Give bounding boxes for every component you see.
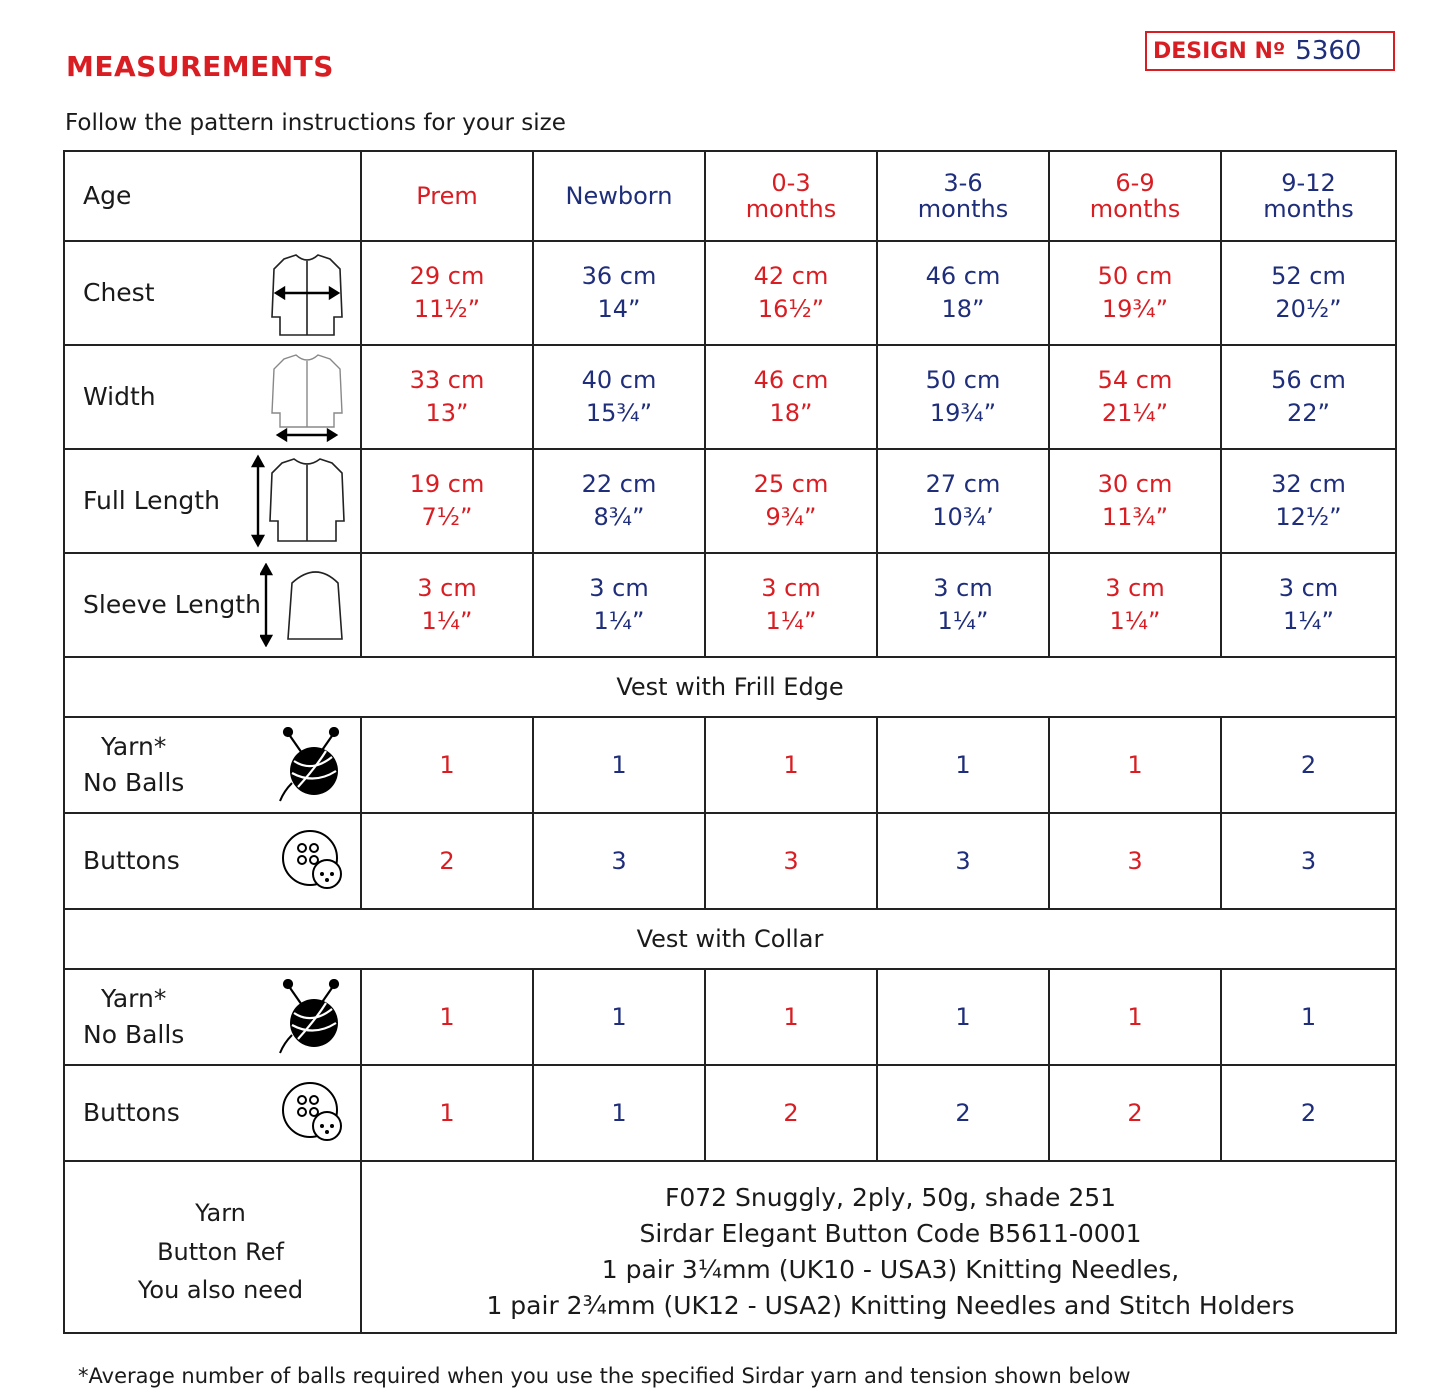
chest-value-6-9: [1049, 241, 1221, 345]
width-value-9-12: [1221, 345, 1396, 449]
width-value-6-9: [1049, 345, 1221, 449]
value-cm: 22 cm: [581, 469, 657, 498]
buttons-value-0-3: 2: [705, 1065, 877, 1161]
chest-width-icon: [268, 247, 346, 339]
sleeve-length-value-0-3: [705, 553, 877, 657]
materials-label-yarn: Yarn: [195, 1199, 246, 1228]
value-cm: 3 cm: [589, 573, 649, 602]
design-number: 5360: [1295, 36, 1362, 66]
value-inch: 1¼”: [1283, 607, 1334, 635]
buttons-value-6-9: 2: [1049, 1065, 1221, 1161]
value-cm: 3 cm: [933, 573, 993, 602]
value-inch: 13”: [425, 399, 469, 427]
value-cm: 50 cm: [1097, 261, 1173, 290]
buttons-value-6-9: 3: [1049, 813, 1221, 909]
instructions-subtitle: Follow the pattern instructions for your size: [65, 110, 566, 136]
yarn-balls-row: [64, 969, 1396, 1065]
chest-value-3-6: [877, 241, 1049, 345]
full-length-row: [64, 449, 1396, 553]
sleeve-length-value-6-9: [1049, 553, 1221, 657]
value-cm: 30 cm: [1097, 469, 1173, 498]
full-length-value-9-12: [1221, 449, 1396, 553]
size-header-9-12: [1221, 151, 1396, 241]
value-cm: 3 cm: [417, 573, 477, 602]
buttons-value-prem: 1: [361, 1065, 533, 1161]
size-header-line: 9-12: [1281, 168, 1336, 197]
button-icon: [280, 828, 346, 894]
value-cm: 52 cm: [1271, 261, 1346, 290]
value-cm: 46 cm: [753, 365, 829, 394]
yarn-value-newborn: 1: [533, 969, 705, 1065]
value-inch: 9¾”: [765, 503, 817, 531]
chest-label: Chest: [83, 277, 155, 307]
size-header-line: months: [917, 195, 1009, 223]
chest-value-0-3: [705, 241, 877, 345]
value-cm: 29 cm: [409, 261, 485, 290]
buttons-row: [64, 813, 1396, 909]
value-cm: 25 cm: [753, 469, 829, 498]
sleeve-length-icon: [260, 563, 346, 647]
materials-needles-2: 1 pair 2¾mm (UK12 - USA2) Knitting Needles and Stitch Holders: [486, 1291, 1295, 1321]
buttons-label: Buttons: [83, 1097, 180, 1127]
buttons-label-cell: [64, 1065, 361, 1161]
sleeve-length-value-newborn: [533, 553, 705, 657]
section-title-collar: Vest with Collar: [64, 909, 1396, 969]
value-inch: 21¼”: [1101, 399, 1169, 427]
value-inch: 18”: [769, 399, 813, 427]
value-inch: 14”: [597, 295, 641, 323]
size-header-3-6: [877, 151, 1049, 241]
yarn-value-9-12: 1: [1221, 969, 1396, 1065]
full-length-value-6-9: [1049, 449, 1221, 553]
value-inch: 16½”: [757, 295, 825, 323]
width-value-prem: [361, 345, 533, 449]
full-length-label-cell: [64, 449, 361, 553]
value-cm: 46 cm: [925, 261, 1001, 290]
value-inch: 1¼”: [937, 607, 989, 635]
size-header-line: 0-3: [771, 168, 811, 197]
buttons-value-3-6: 2: [877, 1065, 1049, 1161]
size-header-line: Prem: [416, 181, 478, 210]
design-label: DESIGN Nº: [1153, 38, 1286, 64]
yarn-value-6-9: 1: [1049, 717, 1221, 813]
value-cm: 19 cm: [409, 469, 485, 498]
buttons-label: Buttons: [83, 845, 180, 875]
value-cm: 3 cm: [761, 573, 821, 602]
yarn-label-line: Yarn*: [101, 983, 167, 1013]
size-header-newborn: [533, 151, 705, 241]
value-inch: 11½”: [413, 295, 481, 323]
sleeve-length-value-9-12: [1221, 553, 1396, 657]
yarn-ball-icon: [276, 727, 346, 803]
yarn-label-line: Yarn*: [101, 731, 167, 761]
size-header-line: months: [1089, 195, 1181, 223]
buttons-value-0-3: 3: [705, 813, 877, 909]
value-inch: 15¾”: [585, 399, 653, 427]
full-length-icon: [250, 453, 346, 549]
section-title-frill-edge: Vest with Frill Edge: [64, 657, 1396, 717]
value-inch: 10¾’: [932, 503, 994, 531]
chest-value-prem: [361, 241, 533, 345]
width-value-0-3: [705, 345, 877, 449]
yarn-label-cell: [64, 717, 361, 813]
value-cm: 56 cm: [1271, 365, 1346, 394]
buttons-value-newborn: 1: [533, 1065, 705, 1161]
full-length-label: Full Length: [83, 485, 220, 515]
value-cm: 3 cm: [1278, 573, 1339, 602]
yarn-balls-label: [83, 981, 184, 1054]
measurements-table: [63, 150, 1397, 1334]
materials-values-cell: [361, 1161, 1396, 1333]
value-inch: 1¼”: [765, 607, 817, 635]
yarn-value-0-3: 1: [705, 717, 877, 813]
value-cm: 50 cm: [925, 365, 1001, 394]
yarn-value-9-12: 2: [1221, 717, 1396, 813]
buttons-value-9-12: 2: [1221, 1065, 1396, 1161]
button-icon: [280, 1080, 346, 1146]
hem-width-icon: [268, 351, 346, 443]
value-inch: 11¾”: [1101, 503, 1169, 531]
yarn-label-line: No Balls: [83, 1020, 185, 1049]
yarn-label-cell: [64, 969, 361, 1065]
chest-value-newborn: [533, 241, 705, 345]
yarn-balls-label: [83, 729, 184, 802]
value-inch: 18”: [941, 295, 985, 323]
materials-row: [64, 1161, 1396, 1333]
width-label: Width: [83, 381, 156, 411]
value-cm: 3 cm: [1105, 573, 1165, 602]
yarn-value-6-9: 1: [1049, 969, 1221, 1065]
buttons-label-cell: [64, 813, 361, 909]
value-inch: 22”: [1287, 399, 1330, 427]
value-inch: 20½”: [1275, 295, 1342, 323]
value-inch: 1¼”: [593, 607, 645, 635]
size-header-line: 6-9: [1115, 168, 1155, 197]
chest-row: [64, 241, 1396, 345]
size-header-line: Newborn: [565, 181, 673, 210]
materials-label-also-need: You also need: [137, 1276, 304, 1305]
buttons-value-9-12: 3: [1221, 813, 1396, 909]
sleeve-length-label: Sleeve Length: [83, 589, 261, 619]
section-header-row: [64, 909, 1396, 969]
sleeve-length-value-prem: [361, 553, 533, 657]
value-inch: 19¾”: [929, 399, 997, 427]
materials-label-button-ref: Button Ref: [157, 1237, 284, 1266]
size-header-line: months: [1263, 195, 1354, 223]
buttons-value-3-6: 3: [877, 813, 1049, 909]
yarn-value-prem: 1: [361, 969, 533, 1065]
value-cm: 27 cm: [925, 469, 1001, 498]
materials-yarn-spec: F072 Snuggly, 2ply, 50g, shade 251: [664, 1182, 1117, 1212]
age-label-cell: [64, 151, 361, 241]
yarn-value-3-6: 1: [877, 969, 1049, 1065]
materials-needles-1: 1 pair 3¼mm (UK10 - USA3) Knitting Needles,: [601, 1255, 1180, 1284]
materials-labels-cell: [64, 1161, 361, 1333]
buttons-row: [64, 1065, 1396, 1161]
age-label: Age: [83, 180, 132, 210]
materials-button-code: Sirdar Elegant Button Code B5611-0001: [639, 1218, 1142, 1248]
section-header-row: [64, 657, 1396, 717]
value-inch: 1¼”: [421, 607, 473, 635]
yarn-value-3-6: 1: [877, 717, 1049, 813]
full-length-value-prem: [361, 449, 533, 553]
full-length-value-0-3: [705, 449, 877, 553]
value-cm: 40 cm: [581, 365, 657, 394]
yarn-balls-row: [64, 717, 1396, 813]
sleeve-length-value-3-6: [877, 553, 1049, 657]
yarn-label-line: No Balls: [83, 768, 185, 797]
buttons-value-newborn: 3: [533, 813, 705, 909]
width-value-newborn: [533, 345, 705, 449]
sleeve-length-row: [64, 553, 1396, 657]
value-cm: 33 cm: [409, 365, 485, 394]
size-header-line: 3-6: [943, 168, 983, 197]
value-cm: 54 cm: [1097, 365, 1173, 394]
value-inch: 1¼”: [1109, 607, 1161, 635]
size-header-line: months: [745, 195, 837, 223]
yarn-footnote: *Average number of balls required when you use the specified Sirdar yarn and tension shown below: [78, 1364, 1131, 1388]
page-title: MEASUREMENTS: [66, 50, 334, 83]
age-row: [64, 151, 1396, 241]
buttons-value-prem: 2: [361, 813, 533, 909]
size-header-prem: [361, 151, 533, 241]
value-inch: 19¾”: [1101, 295, 1169, 323]
width-row: [64, 345, 1396, 449]
yarn-value-newborn: 1: [533, 717, 705, 813]
sleeve-length-label-cell: [64, 553, 361, 657]
design-number-box: [1145, 31, 1395, 71]
value-inch: 12½”: [1275, 503, 1342, 531]
size-header-0-3: [705, 151, 877, 241]
yarn-ball-icon: [276, 979, 346, 1055]
value-cm: 32 cm: [1271, 469, 1346, 498]
width-value-3-6: [877, 345, 1049, 449]
width-label-cell: [64, 345, 361, 449]
value-cm: 36 cm: [581, 261, 657, 290]
yarn-value-prem: 1: [361, 717, 533, 813]
yarn-value-0-3: 1: [705, 969, 877, 1065]
value-inch: 7½”: [421, 503, 473, 531]
value-inch: 8¾”: [593, 503, 645, 531]
chest-label-cell: [64, 241, 361, 345]
full-length-value-3-6: [877, 449, 1049, 553]
size-header-6-9: [1049, 151, 1221, 241]
value-cm: 42 cm: [753, 261, 829, 290]
chest-value-9-12: [1221, 241, 1396, 345]
full-length-value-newborn: [533, 449, 705, 553]
